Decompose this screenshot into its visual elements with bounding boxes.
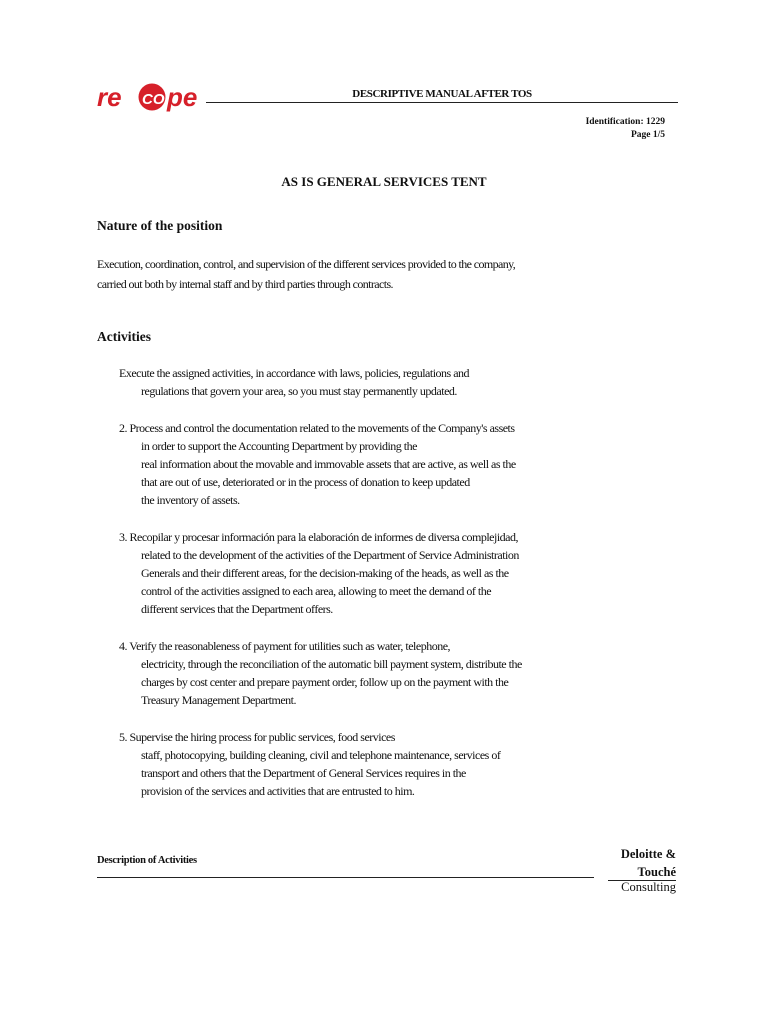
activity-item-5 xyxy=(119,728,559,800)
activity-line: electricity, through the reconciliation of the automatic bill payment system, distribute the xyxy=(141,657,522,671)
activity-line: real information about the movable and immovable assets that are active, as well as the xyxy=(141,457,516,471)
firm-name-line: Deloitte & xyxy=(620,847,676,861)
svg-text:re: re xyxy=(97,82,122,112)
recope-logo xyxy=(97,80,203,114)
identification-block xyxy=(586,116,665,142)
firm-name-line: Touché xyxy=(637,865,676,879)
activity-line: in order to support the Accounting Department by providing the xyxy=(141,439,417,453)
activity-line: control of the activities assigned to each area, allowing to meet the demand of the xyxy=(141,584,492,598)
firm-name xyxy=(606,845,676,881)
page-number: Page 1/5 xyxy=(630,130,665,140)
nature-line: carried out both by internal staff and by third parties through contracts. xyxy=(97,277,393,291)
activity-item-4 xyxy=(119,637,569,709)
manual-title: DESCRIPTIVE MANUAL AFTER TOS xyxy=(352,88,532,100)
activity-first-line: 5. Supervise the hiring process for public services, food services xyxy=(119,730,395,744)
activity-item-2 xyxy=(119,419,734,509)
activity-first-line: Execute the assigned activities, in accordance with laws, policies, regulations and xyxy=(119,366,470,380)
activities-heading: Activities xyxy=(97,329,151,344)
activity-first-line: 2. Process and control the documentation related to the movements of the Company's assets xyxy=(119,421,515,435)
activity-line: provision of the services and activities that are entrusted to him. xyxy=(141,784,415,798)
svg-text:pe: pe xyxy=(167,82,198,112)
activity-item-3 xyxy=(119,528,627,618)
activity-line: Treasury Management Department. xyxy=(141,693,297,707)
nature-heading: Nature of the position xyxy=(97,218,223,233)
activity-line: transport and others that the Department of General Services requires in the xyxy=(141,766,466,780)
activity-item-1 xyxy=(119,364,527,400)
recope-logo-graphic xyxy=(97,80,203,114)
nature-line: Execution, coordination, control, and supervision of the different services provided to the company, xyxy=(97,257,516,271)
activity-first-line: 4. Verify the reasonableness of payment for utilities such as water, telephone, xyxy=(119,639,451,653)
activity-line: different services that the Department offers. xyxy=(141,602,333,616)
footer-label: Description of Activities xyxy=(97,855,197,866)
svg-text:CO: CO xyxy=(142,91,165,108)
activity-line: charges by cost center and prepare payment order, follow up on the payment with the xyxy=(141,675,509,689)
footer-rule xyxy=(97,877,594,878)
header-rule xyxy=(206,102,678,103)
activity-line: Generals and their different areas, for the decision-making of the heads, as well as the xyxy=(141,566,509,580)
activity-line: related to the development of the activities of the Department of Service Administration xyxy=(141,548,519,562)
activity-line: regulations that govern your area, so you must stay permanently updated. xyxy=(141,384,457,398)
activity-first-line: 3. Recopilar y procesar información para la elaboración de informes de diversa complejidad, xyxy=(119,530,518,544)
activity-line: the inventory of assets. xyxy=(141,493,240,507)
activity-line: staff, photocopying, building cleaning, civil and telephone maintenance, services of xyxy=(141,748,501,762)
activity-line: that are out of use, deteriorated or in the process of donation to keep updated xyxy=(141,475,470,489)
nature-paragraph xyxy=(97,254,515,294)
firm-subtitle: Consulting xyxy=(621,880,676,894)
document-title: AS IS GENERAL SERVICES TENT xyxy=(281,174,487,189)
identification-number: Identification: 1229 xyxy=(585,117,665,127)
